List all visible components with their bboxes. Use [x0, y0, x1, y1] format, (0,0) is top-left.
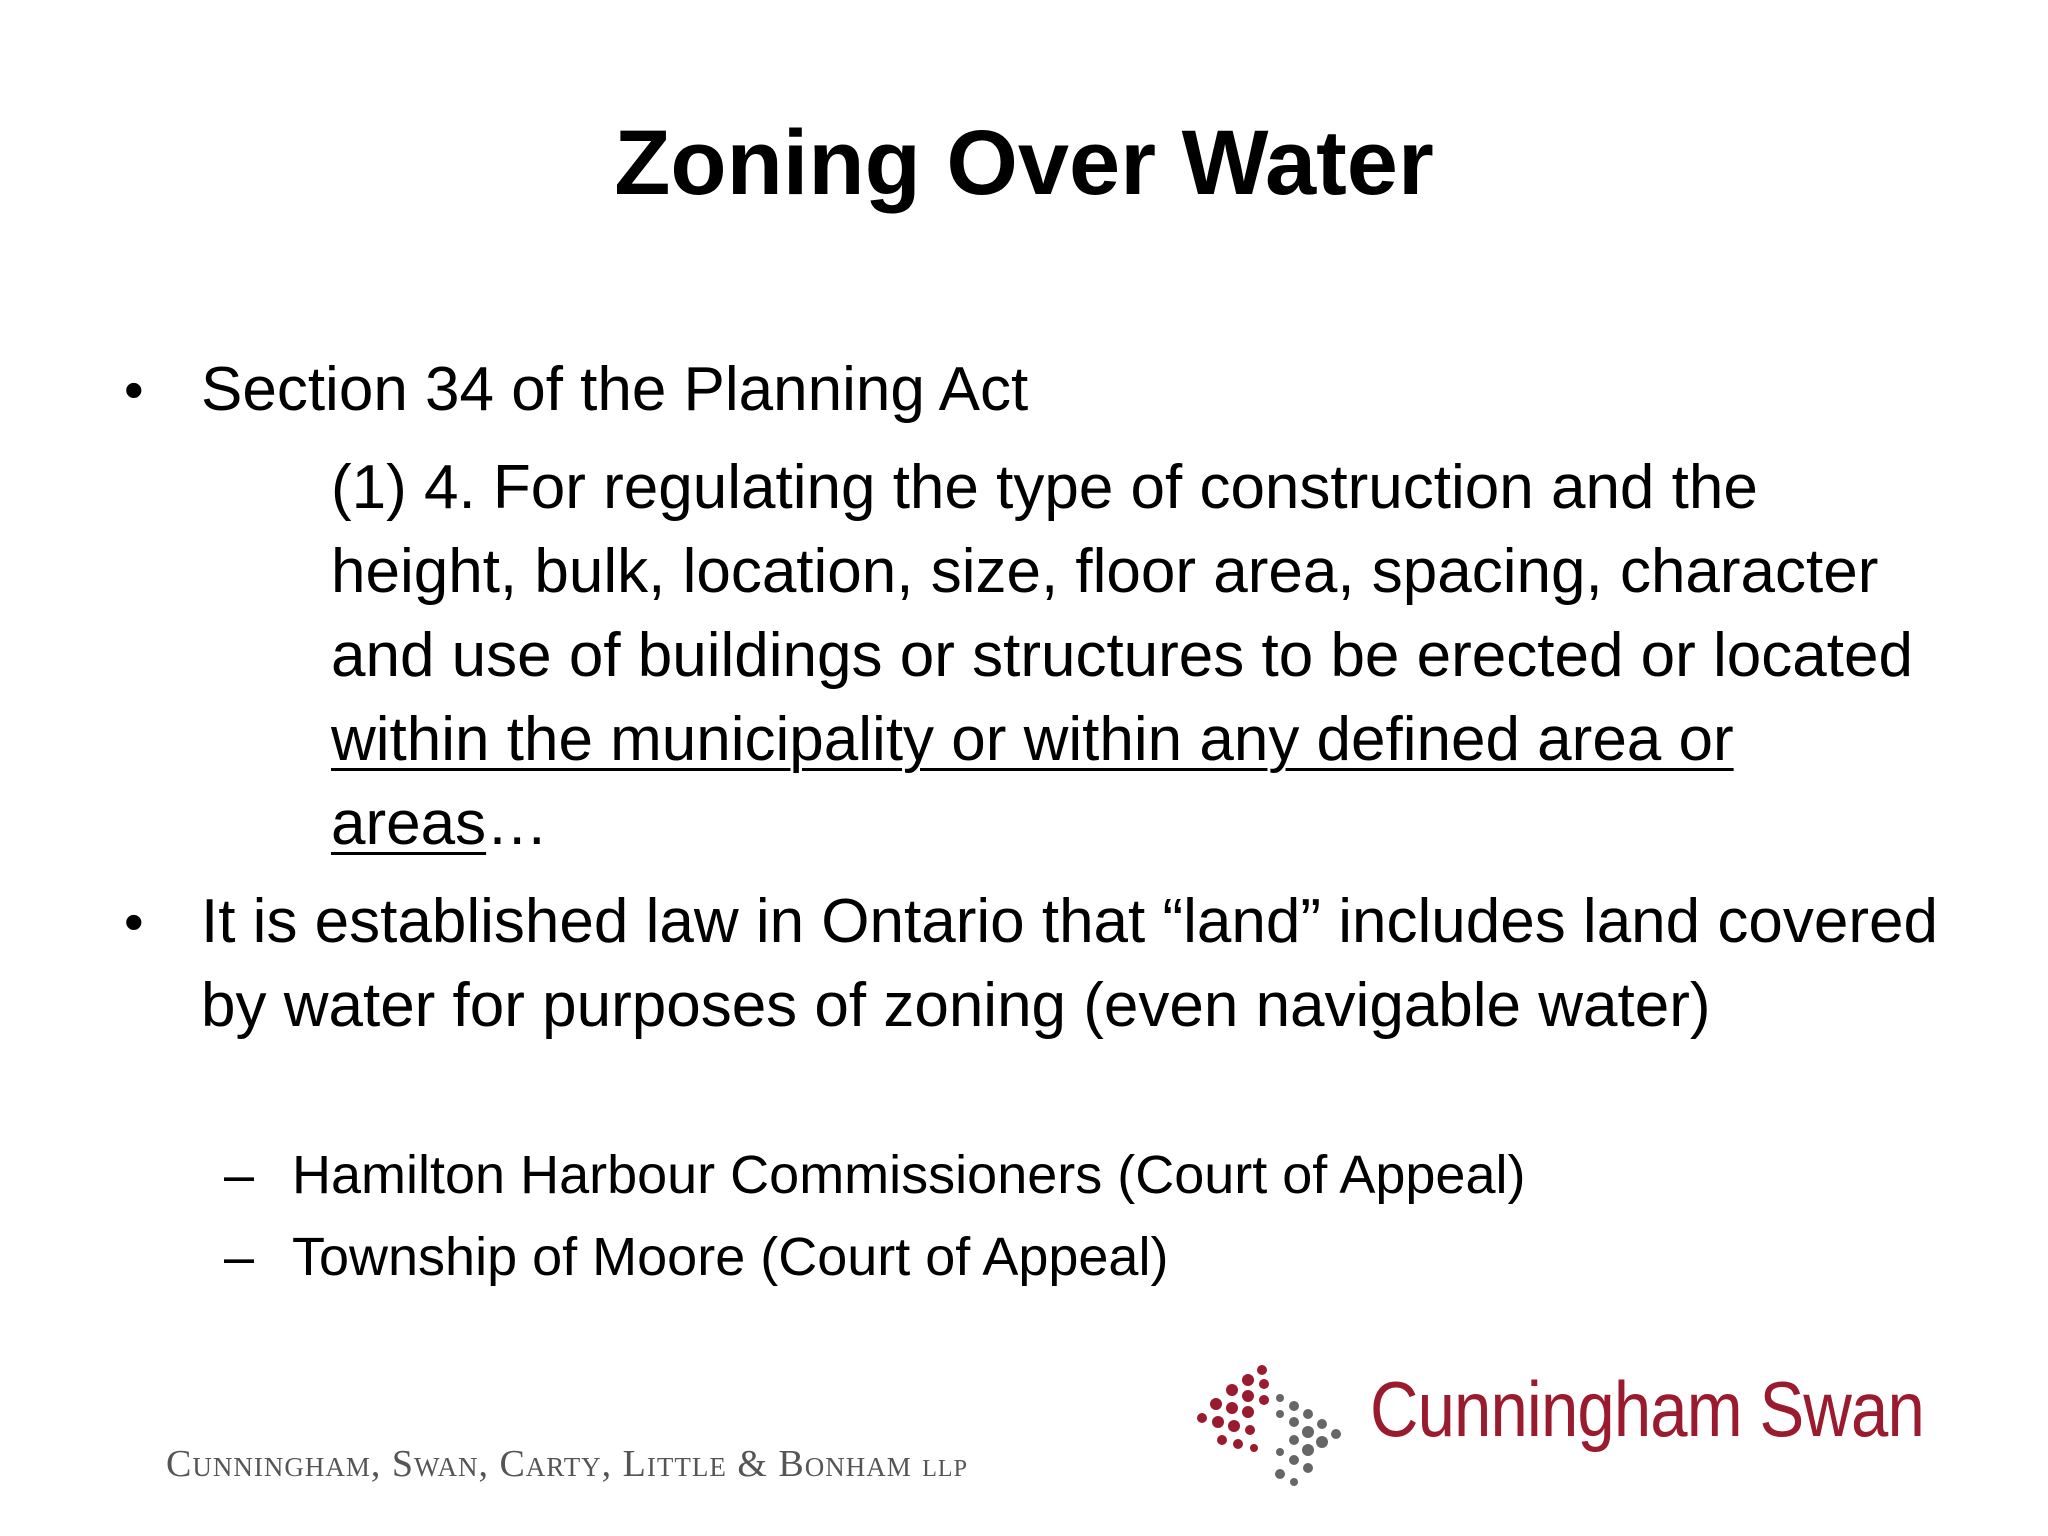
bullet-section-34: Section 34 of the Planning Act: [201, 355, 1029, 424]
quote-ellipsis: …: [486, 789, 549, 858]
sub-bullet-marker: –: [224, 1145, 255, 1205]
sub-bullet-marker: –: [224, 1227, 255, 1287]
slide-title: Zoning Over Water: [614, 112, 1434, 214]
planning-act-quote: [331, 446, 1951, 866]
firm-name-text: Cunningham, Swan, Carty, Little & Bonham: [166, 1443, 912, 1485]
firm-name-footer: [166, 1440, 968, 1493]
bullet-established-law: It is established law in Ontario that “land” includes land covered by water for purposes of zoning (even navigable water): [201, 887, 1938, 1040]
logo-wordmark: Cunningham Swan: [1370, 1365, 1924, 1453]
quote-lead-text: (1) 4. For regulating the type of construction and the height, bulk, location, size, floor area, spacing, character and use of buildings or structures to be erected or located: [331, 453, 1913, 690]
sub-bullet-hamilton-harbour: Hamilton Harbour Commissioners (Court of Appeal): [292, 1145, 1526, 1205]
quote-underlined-text: within the municipality or within any defined area or areas: [331, 705, 1734, 858]
dot-grid-logo-icon: [1196, 1362, 1356, 1492]
bullet-marker: •: [124, 358, 144, 421]
sub-bullet-township-moore: Township of Moore (Court of Appeal): [292, 1227, 1169, 1287]
firm-suffix-text: LLP: [922, 1456, 968, 1482]
bullet-marker: •: [124, 890, 144, 953]
